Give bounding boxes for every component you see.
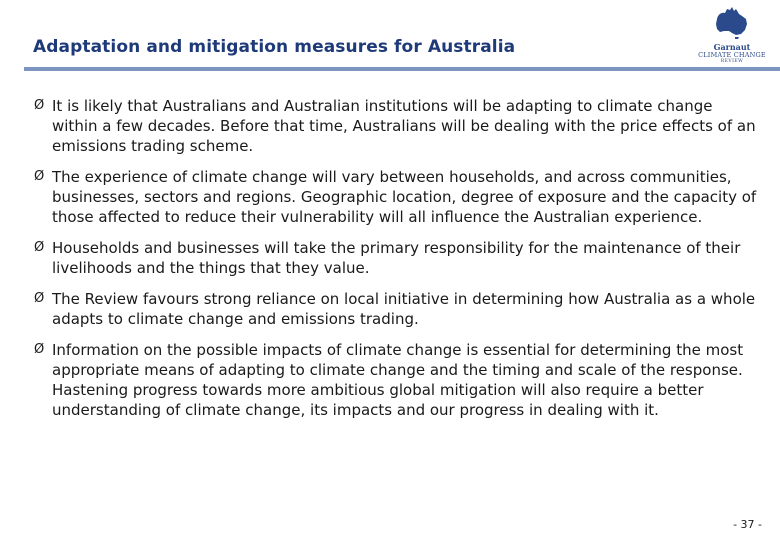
- arrow-bullet-icon: Ø: [34, 342, 45, 357]
- arrow-bullet-icon: Ø: [34, 169, 45, 184]
- bullet-item: [34, 96, 759, 156]
- bullet-text: The Review favours strong reliance on local initiative in determining how Australia as a whole adapts to climate change and emissions trading.: [52, 290, 756, 328]
- bullet-text: It is likely that Australians and Australian institutions will be adapting to climate change within a few decades. Before that time, Australians will be dealing with the price effects of an emissions trading scheme.: [52, 97, 756, 155]
- title-divider: [24, 67, 780, 71]
- bullet-list: [34, 96, 759, 431]
- bullet-item: [34, 167, 759, 227]
- bullet-text: Households and businesses will take the primary responsibility for the maintenance of their livelihoods and the things that they value.: [52, 239, 741, 277]
- bullet-item: [34, 289, 759, 329]
- page-number: - 37 -: [733, 518, 762, 531]
- logo-line-2: CLIMATE CHANGE: [698, 51, 766, 59]
- garnaut-logo: [692, 4, 772, 64]
- bullet-item: [34, 238, 759, 278]
- arrow-bullet-icon: Ø: [34, 291, 45, 306]
- arrow-bullet-icon: Ø: [34, 98, 45, 113]
- australia-map-icon: [714, 4, 750, 40]
- arrow-bullet-icon: Ø: [34, 240, 45, 255]
- bullet-item: [34, 340, 759, 420]
- slide-title: Adaptation and mitigation measures for Australia: [33, 37, 516, 57]
- bullet-text: Information on the possible impacts of climate change is essential for determining the most appropriate means of adapting to climate change and the timing and scale of the response. Hastening progress towards more ambitious global mitigation will also require a better understanding of climate change, its impacts and our progress in dealing with it.: [52, 341, 744, 419]
- logo-line-3: REVIEW: [720, 59, 744, 64]
- logo-name: Garnaut: [713, 42, 751, 52]
- bullet-text: The experience of climate change will vary between households, and across communities, businesses, sectors and regions. Geographic location, degree of exposure and the capacity of those affected to reduce their vulnerability will all influence the Australian experience.: [52, 168, 757, 226]
